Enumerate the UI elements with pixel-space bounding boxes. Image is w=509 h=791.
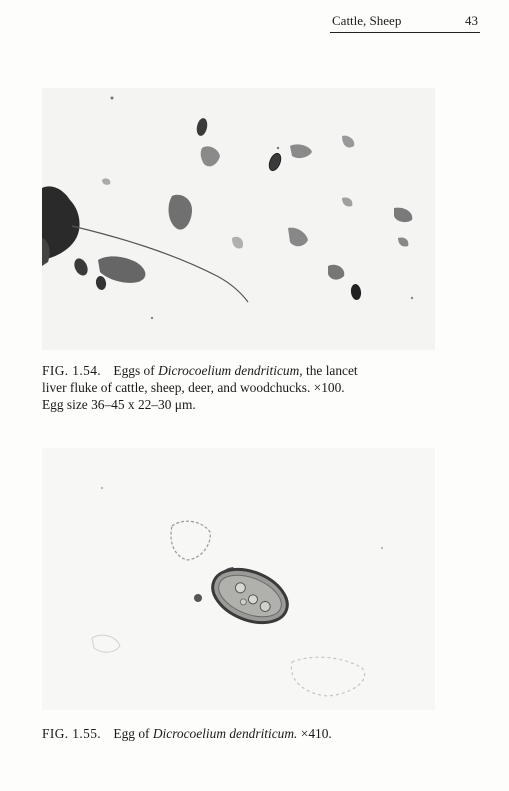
caption-text: the lancet <box>305 363 358 378</box>
caption-text: Eggs of <box>113 363 155 378</box>
caption-text: Egg size 36–45 x 22–30 μm. <box>42 397 196 412</box>
species-name: Dicrocoelium dendriticum, <box>158 363 303 378</box>
micrograph-egg-x410 <box>42 448 435 710</box>
running-head <box>330 10 480 33</box>
figure-caption-1-54 <box>42 362 442 413</box>
species-name: Dicrocoelium dendriticum. <box>152 726 298 741</box>
caption-text: Egg of <box>113 726 150 741</box>
caption-text: ×410. <box>300 726 332 741</box>
figure-label: FIG. 1.55. <box>42 726 102 741</box>
micrograph-eggs-x100 <box>42 88 435 350</box>
running-head-title: Cattle, Sheep <box>332 13 402 28</box>
figure-caption-1-55 <box>42 725 442 742</box>
page-number: 43 <box>465 13 478 28</box>
caption-text: liver fluke of cattle, sheep, deer, and woodchucks. ×100. <box>42 380 345 395</box>
figure-label: FIG. 1.54. <box>42 363 102 378</box>
